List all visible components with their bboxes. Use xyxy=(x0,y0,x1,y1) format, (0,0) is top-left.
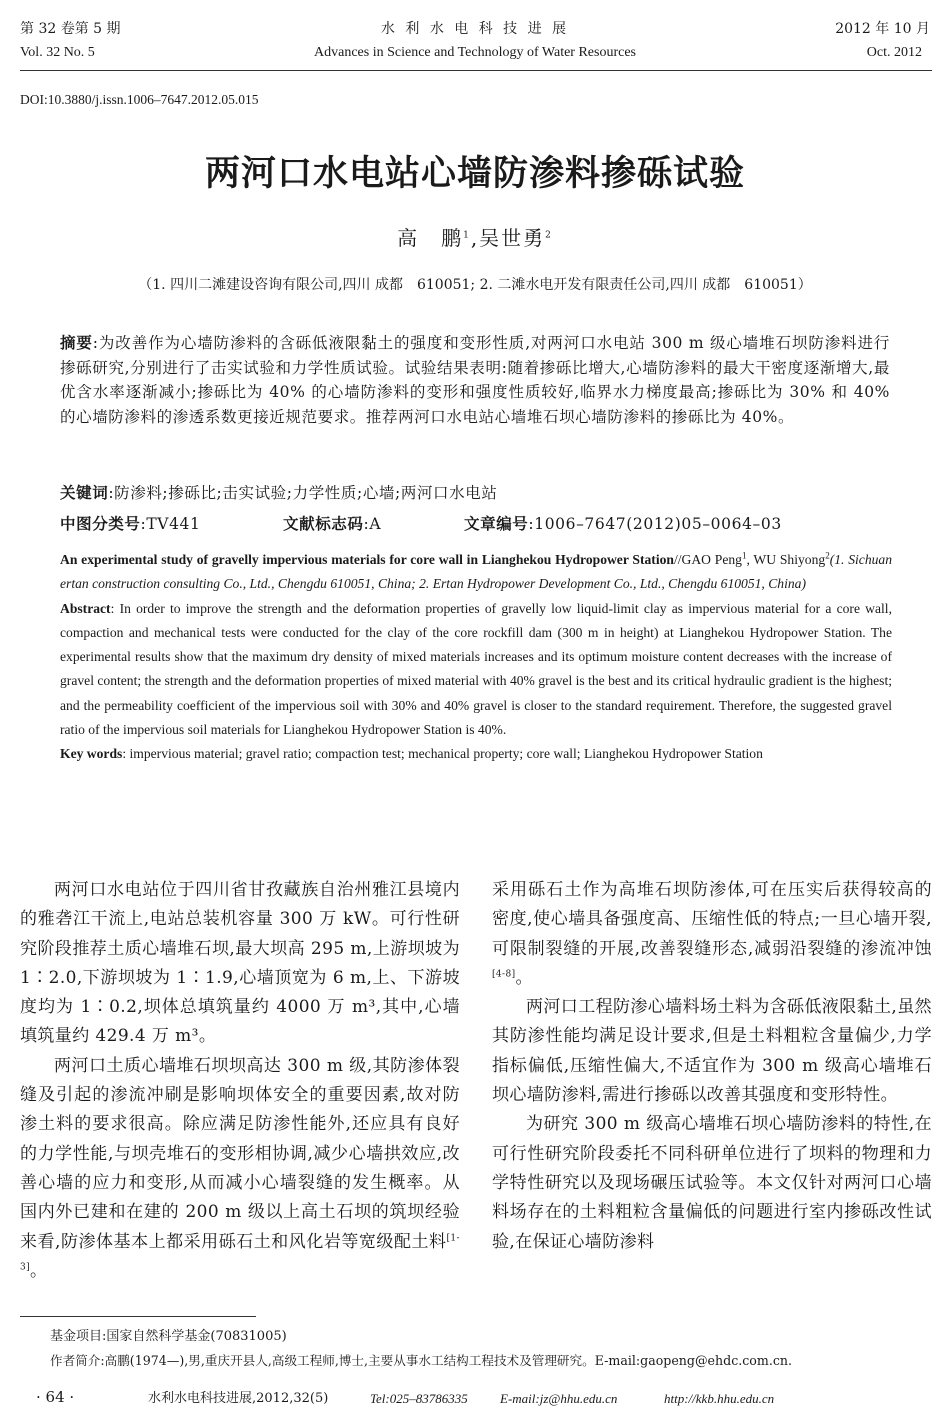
english-keywords-label: Key words xyxy=(60,746,123,762)
author-1-sup: 1 xyxy=(463,230,471,241)
body-text: 采用砾石土作为高堆石坝防渗体,可在压实后获得较高的密度,使心墙具备强度高、压缩性低的特点;一旦心墙开裂,可限制裂缝的开展,改善裂缝形态,减弱沿裂缝的渗流冲蚀 xyxy=(492,880,932,959)
doc-value: :A xyxy=(363,515,382,533)
author-1: 高 鹏 xyxy=(397,226,464,250)
volume-issue-cn: 第 32 卷第 5 期 xyxy=(20,21,121,37)
body-right-column xyxy=(492,876,932,1257)
clc-label: 中图分类号 xyxy=(60,515,141,533)
author-bio-note: 作者简介:高鹏(1974—),男,重庆开县人,高级工程师,博士,主要从事水工结构工程技术及管理研究。E-mail:gaopeng@ehdc.com.cn. xyxy=(50,1353,792,1368)
keywords-text: :防渗料;掺砾比;击实试验;力学性质;心墙;两河口水电站 xyxy=(108,484,498,502)
abstract-cn xyxy=(60,331,890,429)
english-author-1-sup: 1 xyxy=(741,550,747,561)
art-label: 文章编号 xyxy=(464,515,529,533)
english-abstract-block xyxy=(60,548,892,767)
english-abstract-label: Abstract xyxy=(60,600,111,616)
journal-name-en: Advances in Science and Technology of Water Resources xyxy=(314,45,636,60)
english-keywords-text: : impervious material; gravel ratio; compaction test; mechanical property; core wall; Lianghekou Hydropower Station xyxy=(122,746,763,762)
journal-name-cn: 水 利 水 电 科 技 进 展 xyxy=(380,21,570,37)
footer-url[interactable]: http://kkb.hhu.edu.cn xyxy=(664,1391,775,1406)
volume-issue-en: Vol. 32 No. 5 xyxy=(20,45,95,60)
english-author-1: //GAO Peng xyxy=(673,552,742,567)
art-value: :1006–7647(2012)05–0064–03 xyxy=(528,515,782,533)
english-author-2: , WU Shiyong xyxy=(746,552,826,567)
authors xyxy=(0,222,950,251)
doc-label: 文献标志码 xyxy=(283,515,364,533)
body-left-column xyxy=(20,876,460,1286)
clc-value: :TV441 xyxy=(140,515,201,533)
english-abstract-text: : In order to improve the strength and the deformation properties of gravelly low liquid-limit clay as impervious material for a core wall, compaction and mechanical tests were conducted for the clay of the core rockfill dam (300 m in height) at Lianghekou Hydropower Station. The experimental results show that the maximum dry density of mixed materials increases and its optimum moisture content decreases with the increase of gravel content; the strength and the deformation properties of mixed material with 40% gravel is the best and its critical hydraulic gradient is the highest; and the permeability coefficient of the impervious soil with 30% and 40% gravel is closer to the standard requirement. Therefore, the suggested gravel ratio of the impervious soil materials for Lianghekou Hydropower Station is 40%. xyxy=(60,600,892,738)
fund-note: 基金项目:国家自然科学基金(70831005) xyxy=(50,1329,287,1344)
keywords-label: 关键词 xyxy=(60,484,109,502)
author-2-sup: 2 xyxy=(545,230,553,241)
body-paragraph: 两河口水电站位于四川省甘孜藏族自治州雅江县境内的雅砻江干流上,电站总装机容量 300 万 kW。可行性研究阶段推荐土质心墙堆石坝,最大坝高 295 m,上游坝坡为 1∶2.0,下游坝坡为 1∶1.9,心墙顶宽为 6 m,上、下游坡度均为 1∶0.2,坝体总填筑量约 4000 万 m³,其中,心墙填筑量约 429.4 万 m³。 xyxy=(20,880,460,1047)
doi: DOI:10.3880/j.issn.1006–7647.2012.05.015 xyxy=(20,92,259,107)
doc-code xyxy=(283,512,381,537)
body-paragraph xyxy=(492,876,932,993)
citation: [4-8] xyxy=(492,969,516,980)
affiliation: （1. 四川二滩建设咨询有限公司,四川 成都 610051; 2. 二滩水电开发有限责任公司,四川 成都 610051） xyxy=(138,277,812,293)
body-paragraph: 两河口工程防渗心墙料场土料为含砾低液限黏土,虽然其防渗性能均满足设计要求,但是土料粗粒含量偏少,力学指标偏低,压缩性偏大,不适宜作为 300 m 级高心墙堆石坝心墙防渗料,需进行掺砾以改善其强度和变形特性。 xyxy=(492,997,933,1106)
header-rule xyxy=(20,70,932,71)
english-author-2-sup: 2 xyxy=(825,550,830,561)
article-number xyxy=(464,512,782,537)
abstract-text: :为改善作为心墙防渗料的含砾低液限黏土的强度和变形性质,对两河口水电站 300 m 级心墙堆石坝防渗料进行掺砾研究,分别进行了击实试验和力学性质试验。试验结果表明:随着掺砾比增大,心墙防渗料的最大干密度逐渐增大,最优含水率逐渐减小;掺砾比为 40% 的心墙防渗料的变形和强度性质较好,临界水力梯度最高;掺砾比为 30% 和 40% 的心墙防渗料的渗透系数更接近规范要求。推荐两河口水电站心墙堆石坝心墙防渗料的掺砾比为 40%。 xyxy=(60,334,891,426)
body-paragraph xyxy=(20,1052,460,1286)
clc-code xyxy=(60,512,200,537)
english-title: An experimental study of gravelly impervious materials for core wall in Lianghekou Hydropower Station xyxy=(60,552,674,567)
page-title: 两河口水电站心墙防渗料掺砾试验 xyxy=(204,154,745,194)
author-sep: , xyxy=(470,226,480,250)
body-paragraph: 为研究 300 m 级高心墙堆石坝心墙防渗料的特性,在可行性研究阶段委托不同科研单位进行了坝料的物理和力学特性研究以及现场碾压试验等。本文仅针对两河口心墙料场存在的土料粗粒含量偏低的问题进行室内掺砾改性试验,在保证心墙防渗料 xyxy=(492,1114,932,1252)
citation: [1-3] xyxy=(20,1232,460,1273)
english-affiliation: (1. Sichuan ertan construction consulting Co., Ltd., Chengdu 610051, China; 2. Ertan Hydropower Development Co., Ltd., Chengdu 610051, China) xyxy=(60,552,893,592)
abstract-label: 摘要 xyxy=(60,334,93,352)
body-text-end: 。 xyxy=(515,967,533,988)
body-text: 两河口土质心墙堆石坝坝高达 300 m 级,其防渗体裂缝及引起的渗流冲刷是影响坝体安全的重要因素,故对防渗土料的要求很高。除应满足防渗性能外,还应具有良好的力学性能,与坝壳堆石的变形相协调,减少心墙拱效应,改善心墙的应力和变形,从而减小心墙裂缝的发生概率。从国内外已建和在建的 200 m 级以上高土石坝的筑坝经验来看,防渗体基本上都采用砾石土和风化岩等宽级配土料 xyxy=(20,1055,460,1252)
footer-email[interactable]: E-mail:jz@hhu.edu.cn xyxy=(500,1391,618,1406)
body-text-end: 。 xyxy=(30,1260,48,1281)
footer-journal-ref: 水利水电科技进展,2012,32(5) xyxy=(148,1391,329,1406)
author-2: 吴世勇 xyxy=(479,226,546,250)
date-en: Oct. 2012 xyxy=(866,45,922,60)
page-number: · 64 · xyxy=(36,1388,75,1406)
footnote-rule xyxy=(20,1316,256,1317)
footer-tel: Tel:025–83786335 xyxy=(370,1391,468,1406)
date-cn: 2012 年 10 月 xyxy=(835,21,930,37)
keywords-cn xyxy=(60,481,890,506)
